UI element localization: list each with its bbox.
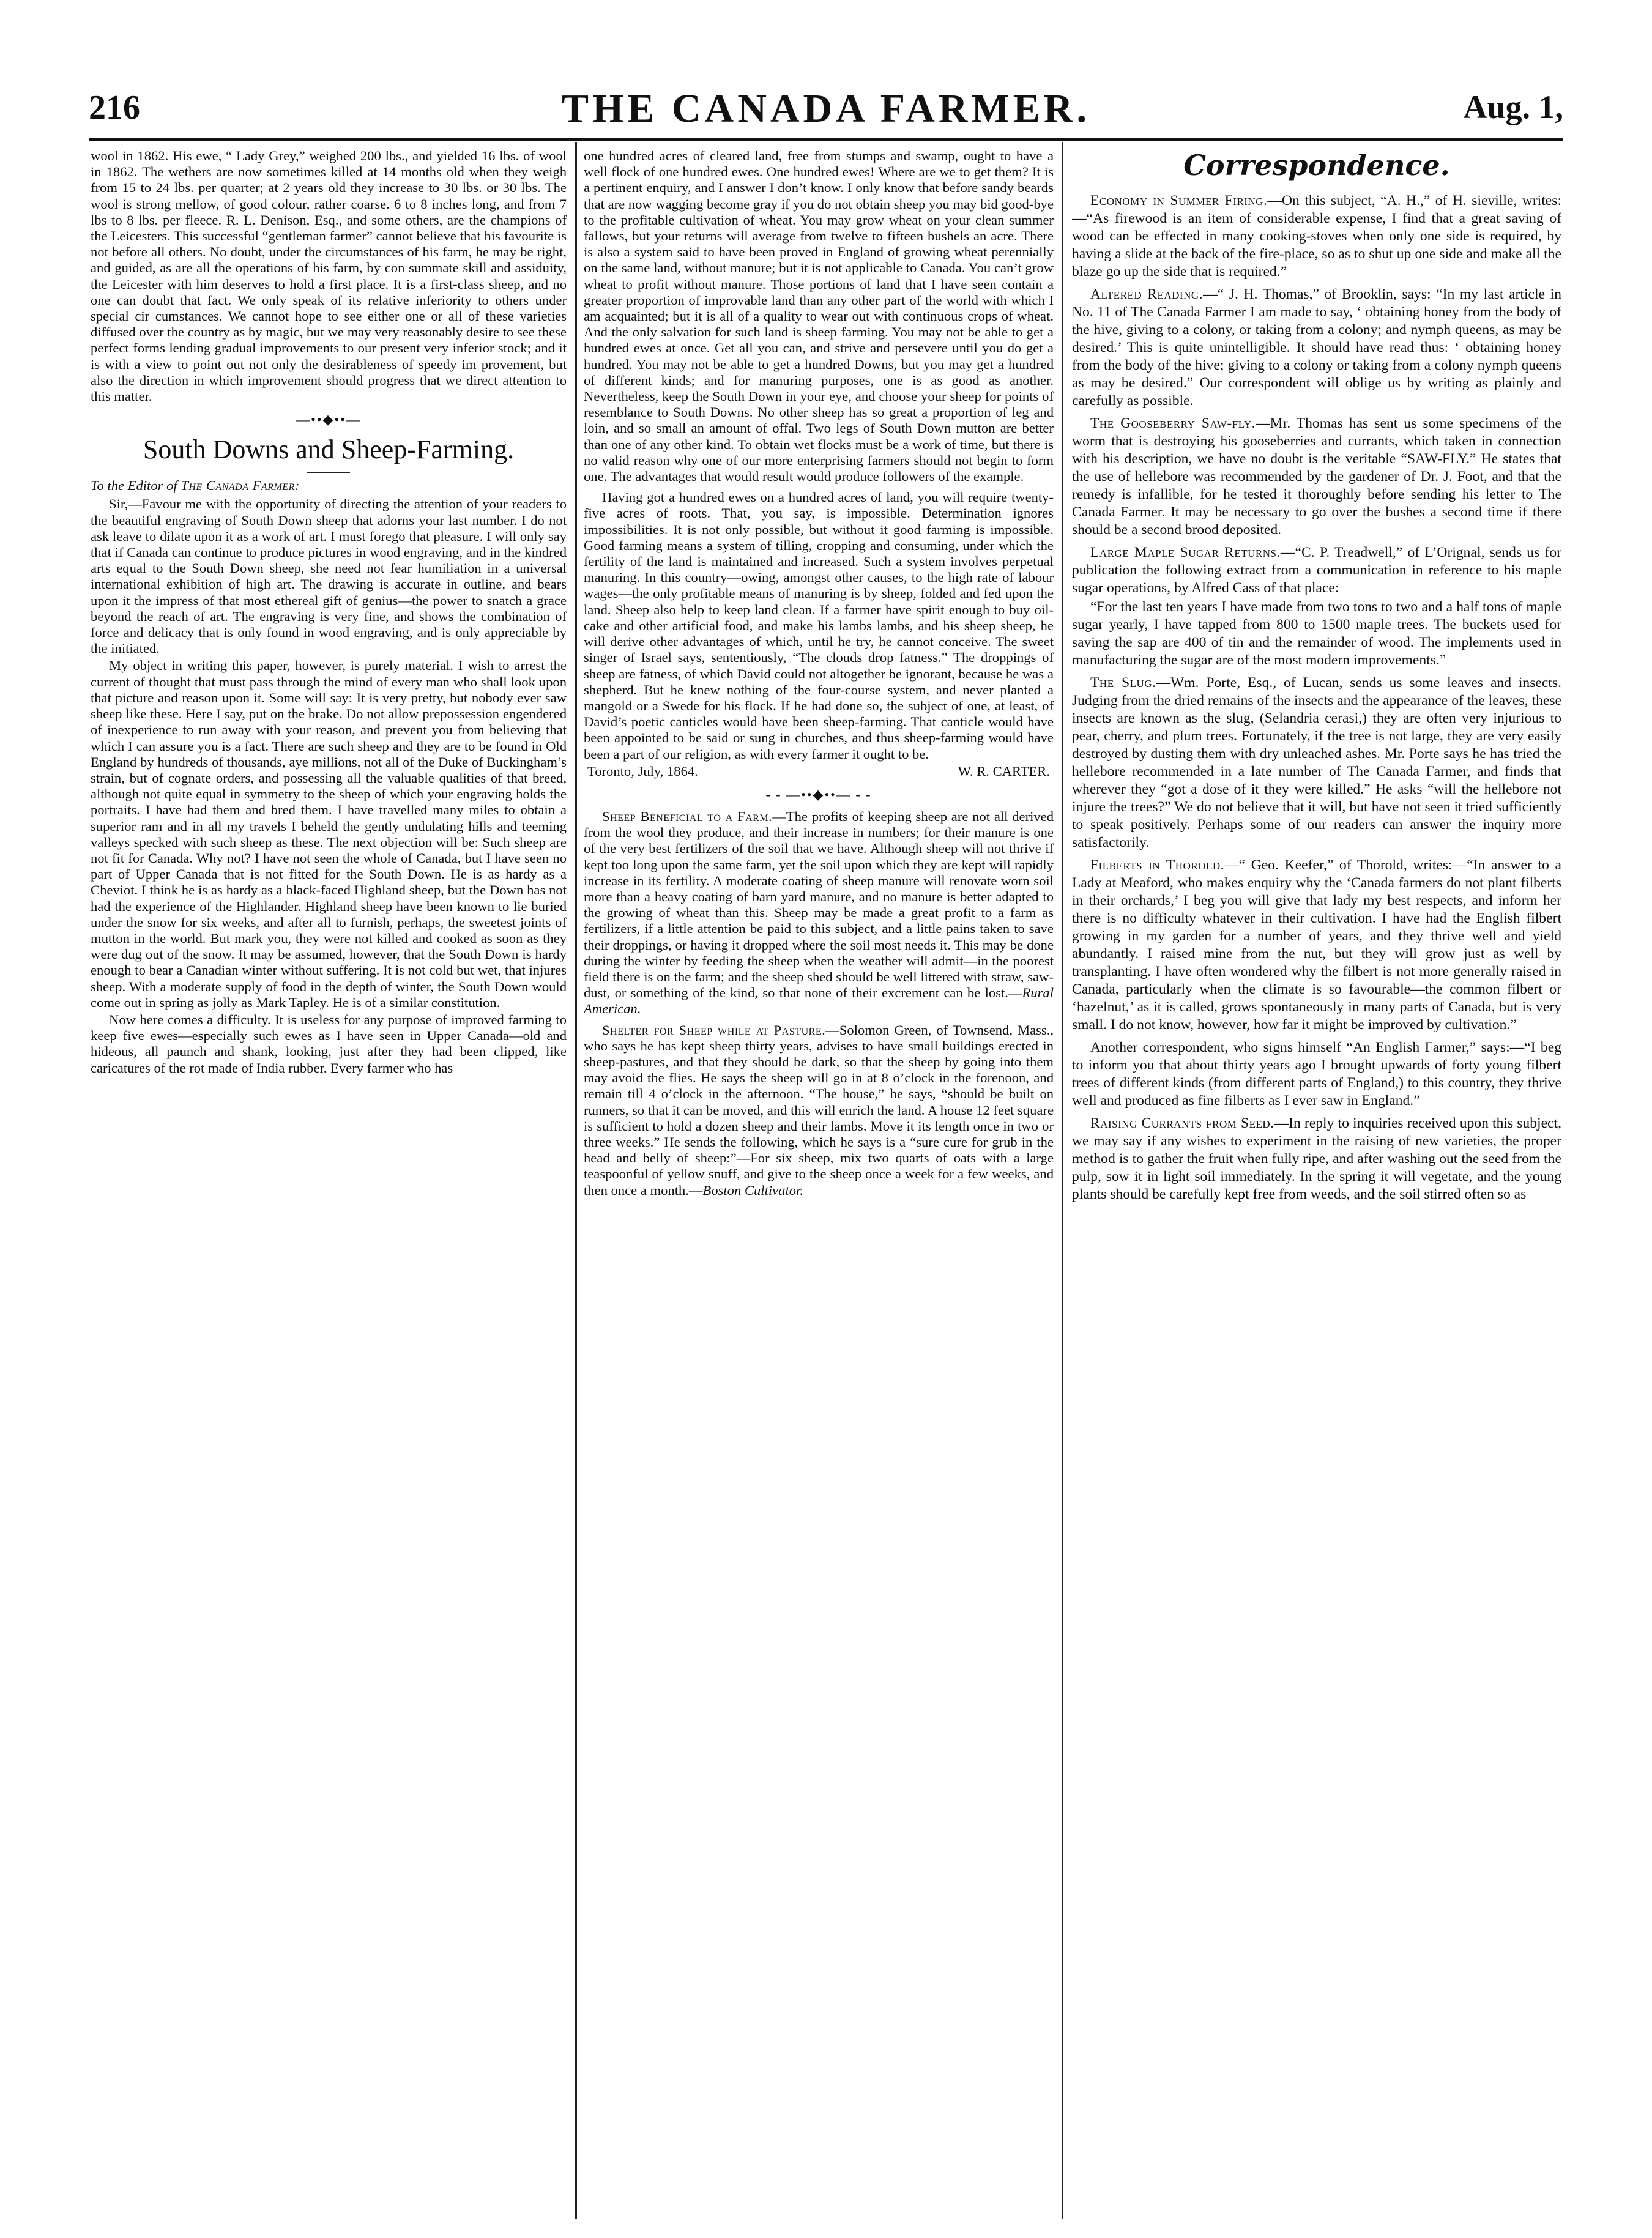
ornamental-divider: —••◆••—: [296, 412, 361, 428]
article-continuation: one hundred acres of cleared land, free from stumps and swamp, ought to have a well flock of one hundred ewes. One hundred ewes! Where are we to get them? It is a pertinent enquiry, and I answer I don’t know. I only know that before sandy beards that are now wagging become gray if you do not obtain sheep you may bid good-bye to the profitable cultivation of wheat. You may grow wheat on your clean summer fallows, but your returns will average from twelve to fifteen bushels an acre. There is also a system said to have been proved in England of growing wheat perennially on the same land, without manure; but it is not applicable to Canada. You can’t grow wheat to profit without manure. Those portions of land that I have seen contain a greater proportion of improvable land than any other part of the world with which I am acquainted; but it is all of a quality to wear out with continuous crops of wheat. And the only salvation for such land is sheep farming. You may not be able to get a hundred ewes at once. Get all you can, and strive and persevere until you do get a hundred. You may not be able to get a hundred Downs, but you may get a hundred of different kinds; and for manuring purposes, one is as good as another. Nevertheless, keep the South Down in your eye, and choose your sheep for points of resemblance to South Downs. No other sheep has so great a proportion of leg and loin, and so small an amount of offal. Two legs of South Down mutton are better than one of any other kind. To obtain wet flocks must be a work of time, but there is no valid reason why one of our more enterprising farmers should not begin to form one. The advantages that would result would produce followers of the example.: [584, 148, 1054, 485]
item-lead: The Gooseberry Saw-fly.: [1090, 415, 1256, 431]
newspaper-title: THE CANADA FARMER.: [562, 86, 1090, 131]
item-lead: Altered Reading.: [1090, 286, 1204, 302]
news-item-lead: Shelter for Sheep while at Pasture.: [602, 1022, 826, 1038]
correspondence-item: The Slug.—Wm. Porte, Esq., of Lucan, sends us some leaves and insects. Judging from the dried remains of the insects and the appearance of the leaves, these insects are known as the slug, (Selandria cerasi,) they are often very injurious to pear, cherry, and plum trees. Fortunately, if the tree is not large, they are very easily destroyed by dusting them with dry unleached ashes. Mr. Porte says he has tried the hellebore recommended in a late number of The Canada Farmer, and finds that wherever they “got a dose of it they were killed.” He asks “will the hellebore not injure the trees?” We do not believe that it will, but have not seen it tried sufficiently to speak positively. Perhaps some of our readers can answer the inquiry more satisfactorily.: [1072, 675, 1561, 850]
section-heading: Correspondence.: [1183, 149, 1450, 182]
issue-date: Aug. 1,: [1463, 89, 1563, 125]
article-heading: South Downs and Sheep-Farming.: [143, 434, 515, 465]
article-continuation: wool in 1862. His ewe, “ Lady Grey,” weighed 200 lbs., and yielded 16 lbs. of wool in 1862. The wethers are now sometimes killed at 14 months old when they weigh from 15 to 24 lbs. per quarter; at 2 years old they increase to 30 lbs. or 30 lbs. The wool is strong mellow, of good colour, rather coarse. 6 to 8 inches long, and from 7 lbs to 8 lbs. per fleece. R. L. Denison, Esq., and some others, are the champions of the Leicesters. This successful “gentleman farmer” cannot believe that his favourite is not before all others. No doubt, under the circumstances of his farm, he may be right, and guided, as are all the operations of his farm, by con summate skill and assiduity, the Leicester with him deserves to hold a first place. It is a first-class sheep, and no one can doubt that fact. We only speak of its relative inferiority to others under special cir cumstances. We cannot hope to see either one or all of these varieties diffused over the country as by magic, but we may very reasonably desire to see these perfect forms lending gradual improvements to our present very inferior stock; and it is with a view to point out not only the desirableness of speedy im provement, but also the direction in which improvement should progress that we direct attention to this matter.: [91, 148, 567, 404]
paragraph: Now here comes a difficulty. It is useless for any purpose of improved farming to keep five ewes—especially such ewes as I have seen in Upper Canada—old and hideous, all paunch and shank, looking, just after they had been clipped, like caricatures of the rot made of India rubber. Every farmer who has: [91, 1011, 567, 1076]
correspondence-item: Filberts in Thorold.—“ Geo. Keefer,” of Thorold, writes:—“In answer to a Lady at Meaford, who makes enquiry why the ‘Canada farmers do not plant filberts in their orchards,’ I beg you will give that lady my best respects, and inform her there is no difficulty whatever in their cultivation. I have had the English filbert growing in my garden for a number of years, and they thrive well and yield abundantly. I raised mine from the nut, but they will grow just as well by transplanting. I have often wondered why the filbert is not more generally raised in Canada, particularly when the climate is so favourable—the common filbert or ‘hazelnut,’ as it is called, grows spontaneously in many parts of Canada, but is very small. I do not know, however, how far it might be improved by cultivation.”: [1072, 857, 1561, 1033]
news-item: Sheep Beneficial to a Farm.—The profits of keeping sheep are not all derived from the wool they produce, and their increase in numbers; for their manure is one of the very best fertilizers of the soil that we have. Although sheep will not thrive if kept too long upon the same farm, yet the soil upon which they are kept will rapidly increase in its fertility. A moderate coating of sheep manure will renovate worn soil more than a heavy coating of barn yard manure, and no manure is better adapted to the growing of wheat than this. Sheep may be made a great profit to a farm as fertilizers, if a little attention be paid to this subject, and a little pains taken to save their droppings, or having it dropped where the soil most needs it. This may be done during the winter by feeding the sheep when the weather will admit—in the poorest field there is on the farm; and the sheep shed should be well littered with straw, saw-dust, or something of the kind, so that none of their excrement can be lost.—Rural American.: [584, 808, 1054, 1017]
paragraph: Sir,—Favour me with the opportunity of directing the attention of your readers to the beautiful engraving of South Down sheep that adorns your last number. I do not ask leave to dilate upon it as a work of art. I must forego that pleasure. I will only say that if Canada can continue to produce pictures in wood engraving, and in the kindred arts equal to the South Down sheep, she need not fear humiliation in a universal international exhibition of high art. The drawing is accurate in outline, and bears upon it the impress of that most ethereal gift of genius—the power to snatch a grace beyond the reach of art. The engraving is very fine, and shows the combination of force and delicacy that is only found in wood engraving, and is only appreciable by the initiated.: [91, 496, 567, 656]
column-rule: [575, 142, 577, 2219]
correspondence-item: Economy in Summer Firing.—On this subject, “A. H.,” of H. sieville, writes:—“As firewood is an item of considerable expense, I find that a great saving of wood can be effected in many cooking-stoves when only one side is required, by having a slide at the back of the fire-place, so as to shut up one side and make all the blaze go up the side that is required.”: [1072, 193, 1561, 280]
column-rule: [1062, 142, 1063, 2219]
item-lead: Filberts in Thorold.: [1090, 857, 1225, 873]
quoted-extract: “For the last ten years I have made from two tons to two and a half tons of maple sugar yearly, I have tapped from 800 to 1500 maple trees. The buckets used for saving the sap are 400 of tin and the remainder of wood. The implements used in manufacturing the sugar are of the most modern improvements.”: [1072, 599, 1561, 668]
correspondence-item: Altered Reading.—“ J. H. Thomas,” of Brooklin, says: “In my last article in No. 11 of The Canada Farmer I am made to say, ‘ obtaining honey from the body of the hive, giving to a colony, or taking from a colony; and nymph queens, as may be desired.’ This is quite unintelligible. It should have read thus: ‘ obtaining honey from the body of the hive; giving to a colony or taking from a colony nymph queens as may be desired.” Our correspondent will oblige us by writing as plainly and carefully as possible.: [1072, 286, 1561, 409]
item-lead: Large Maple Sugar Returns.: [1090, 545, 1281, 560]
correspondence-item: Another correspondent, who signs himself “An English Farmer,” says:—“I beg to inform you that about thirty years ago I brought upwards of forty young filbert trees of different kinds (from different parts of England,) to this country, they thrive well and produced as fine filberts as I ever saw in England.”: [1072, 1039, 1561, 1109]
correspondence-item: Large Maple Sugar Returns.—“C. P. Treadwell,” of L’Orignal, sends us for publication the following extract from a communication in reference to his maple sugar operations, by Alfred Cass of that place:: [1072, 545, 1561, 596]
item-lead: The Slug.: [1090, 675, 1156, 691]
paragraph: My object in writing this paper, however, is purely material. I wish to arrest the current of thought that must pass through the mind of every man who shall look upon that picture and reason upon it. Some will say: It is very pretty, but nobody ever saw sheep like these. Here I say, put on the brake. Do not allow prepossession engendered of inexperience to run away with your reason, and prevent you from believing that which I can assure you is a fact. There are such sheep and they are to be found in Old England by hundreds of thousands, aye millions, not all of the Duke of Buckingham’s strain, but of cognate orders, and possessing all the valuable qualities of that breed, although not quite equal in symmetry to the sheep of which your engraving holds the portraits. I have had them and bred them. I have travelled many miles to obtain a superior ram and in all my travels I beheld the gently undulating hills and teeming valleys specked with such sheep as these. The next objection will be: Such sheep are not fit for Canada. Why not? I have not seen the whole of Canada, but I have seen no part of Upper Canada that is not fitted for the South Down. He is as hardy as a Cheviot. I think he is as hardy as a black-faced Highland sheep, but the Down has not had the experience of the Highlander. Highland sheep have been known to lie buried under the snow for six weeks, and after all to furnish, perhaps, the sweetest joints of mutton in the world. But mark you, they were not killed and cooked as soon as they were dug out of the snow. It may be assumed, however, that the South Down is hardy enough to bear a Canadian winter without suffering. It is not cold but wet, that injures sheep. With a moderate supply of food in the depth of winter, the South Down would come out in spring as jolly as Mark Tapley. He is of a similar constitution.: [91, 658, 567, 1010]
signature-line: [584, 764, 1054, 779]
item-lead: Raising Currants from Seed.: [1090, 1115, 1274, 1131]
item-lead: Economy in Summer Firing.: [1090, 193, 1268, 209]
paragraph: Having got a hundred ewes on a hundred acres of land, you will require twenty-five acres of roots. That, you say, is impossible. Determination ignores impossibilities. It is not only possible, but without it good farming is impossible. Good farming means a system of tilling, cropping and consuming, under which the fertility of the land is maintained and increased. Such a system involves perpetual manuring. In this country—owing, amongst other causes, to the high rate of labour wages—the only profitable means of manuring is by sheep, folded and fed upon the land. Sheep also help to keep land clean. If a farmer have spirit enough to buy oil-cake and other artificial food, and make his lambs lambs, and his sheep sheep, he will derive other advantages of which, until he try, he cannot conceive. The sweet singer of Israel says, sententiously, “The clouds drop fatness.” The droppings of sheep are fatness, of which David could not altogether be ignorant, because he was a shepherd. But he knew nothing of the four-course system, and never planted a mangold or a Swede for his flock. If he had done so, the subject of one, at least, of David’s poetic canticles would have been sheep-farming. That canticle would have been appointed to be said or sung in churches, and thus sheep-farming would have been a part of our religion, as with every farmer it ought to be.: [584, 489, 1054, 762]
author-name: W. R. CARTER.: [958, 763, 1050, 779]
letter-salutation: To the Editor of The Canada Farmer:: [91, 478, 300, 494]
masthead: [89, 86, 1563, 133]
correspondence-item: The Gooseberry Saw-fly.—Mr. Thomas has sent us some specimens of the worm that is destroying his gooseberries and currants, which taken in connection with his description, we have no doubt is the veritable “SAW-FLY.” He states that the use of hellebore was recommended by the gardener of Dr. J. Foot, and that the remedy is infallible, for he tested it thoroughly before sending his letter to The Canada Farmer. It may be necessary to go over the bushes a second time if there should be a second brood deposited.: [1072, 415, 1561, 538]
news-item-lead: Sheep Beneficial to a Farm.: [602, 808, 773, 824]
short-rule: [307, 472, 350, 473]
source-credit: Boston Cultivator.: [702, 1182, 803, 1198]
ornamental-divider: - - —••◆••— - -: [765, 786, 872, 802]
column-1: [91, 148, 567, 2213]
sign-off-place-date: Toronto, July, 1864.: [587, 763, 698, 779]
source-credit: Rural American.: [584, 985, 1054, 1017]
page-number: 216: [89, 89, 140, 127]
header-rule: [89, 138, 1563, 141]
correspondence-item: Raising Currants from Seed.—In reply to inquiries received upon this subject, we may say if any wishes to experiment in the raising of new varieties, the proper method is to gather the fruit when fully ripe, and after washing out the seed from the pulp, sow it in light soil immediately. In the spring it will vegetate, and the young plants should be carefully kept free from weeds, and the soil stirred often so as: [1072, 1115, 1561, 1202]
news-item: Shelter for Sheep while at Pasture.—Solomon Green, of Townsend, Mass., who says he has kept sheep thirty years, advises to have small buildings erected in sheep-pastures, and that they should be dark, so that the sheep by going into them may avoid the flies. He says the sheep will go in at 8 o’clock in the forenoon, and remain till 4 o’clock in the afternoon. “The house,” he says, “should be built on runners, so that it can be moved, and this will enrich the land. A house 12 feet square is sufficient to hold a dozen sheep and their lambs. Move it its length once in two or three weeks.” He sends the following, which he says is a “sure cure for grub in the head and belly of sheep:”—For six sheep, mix two quarts of oats with a large teaspoonful of yellow snuff, and give to the sheep once a week for a few weeks, and then once a month.—Boston Cultivator.: [584, 1022, 1054, 1198]
column-3: [1072, 148, 1561, 2213]
column-2: [584, 148, 1054, 2213]
